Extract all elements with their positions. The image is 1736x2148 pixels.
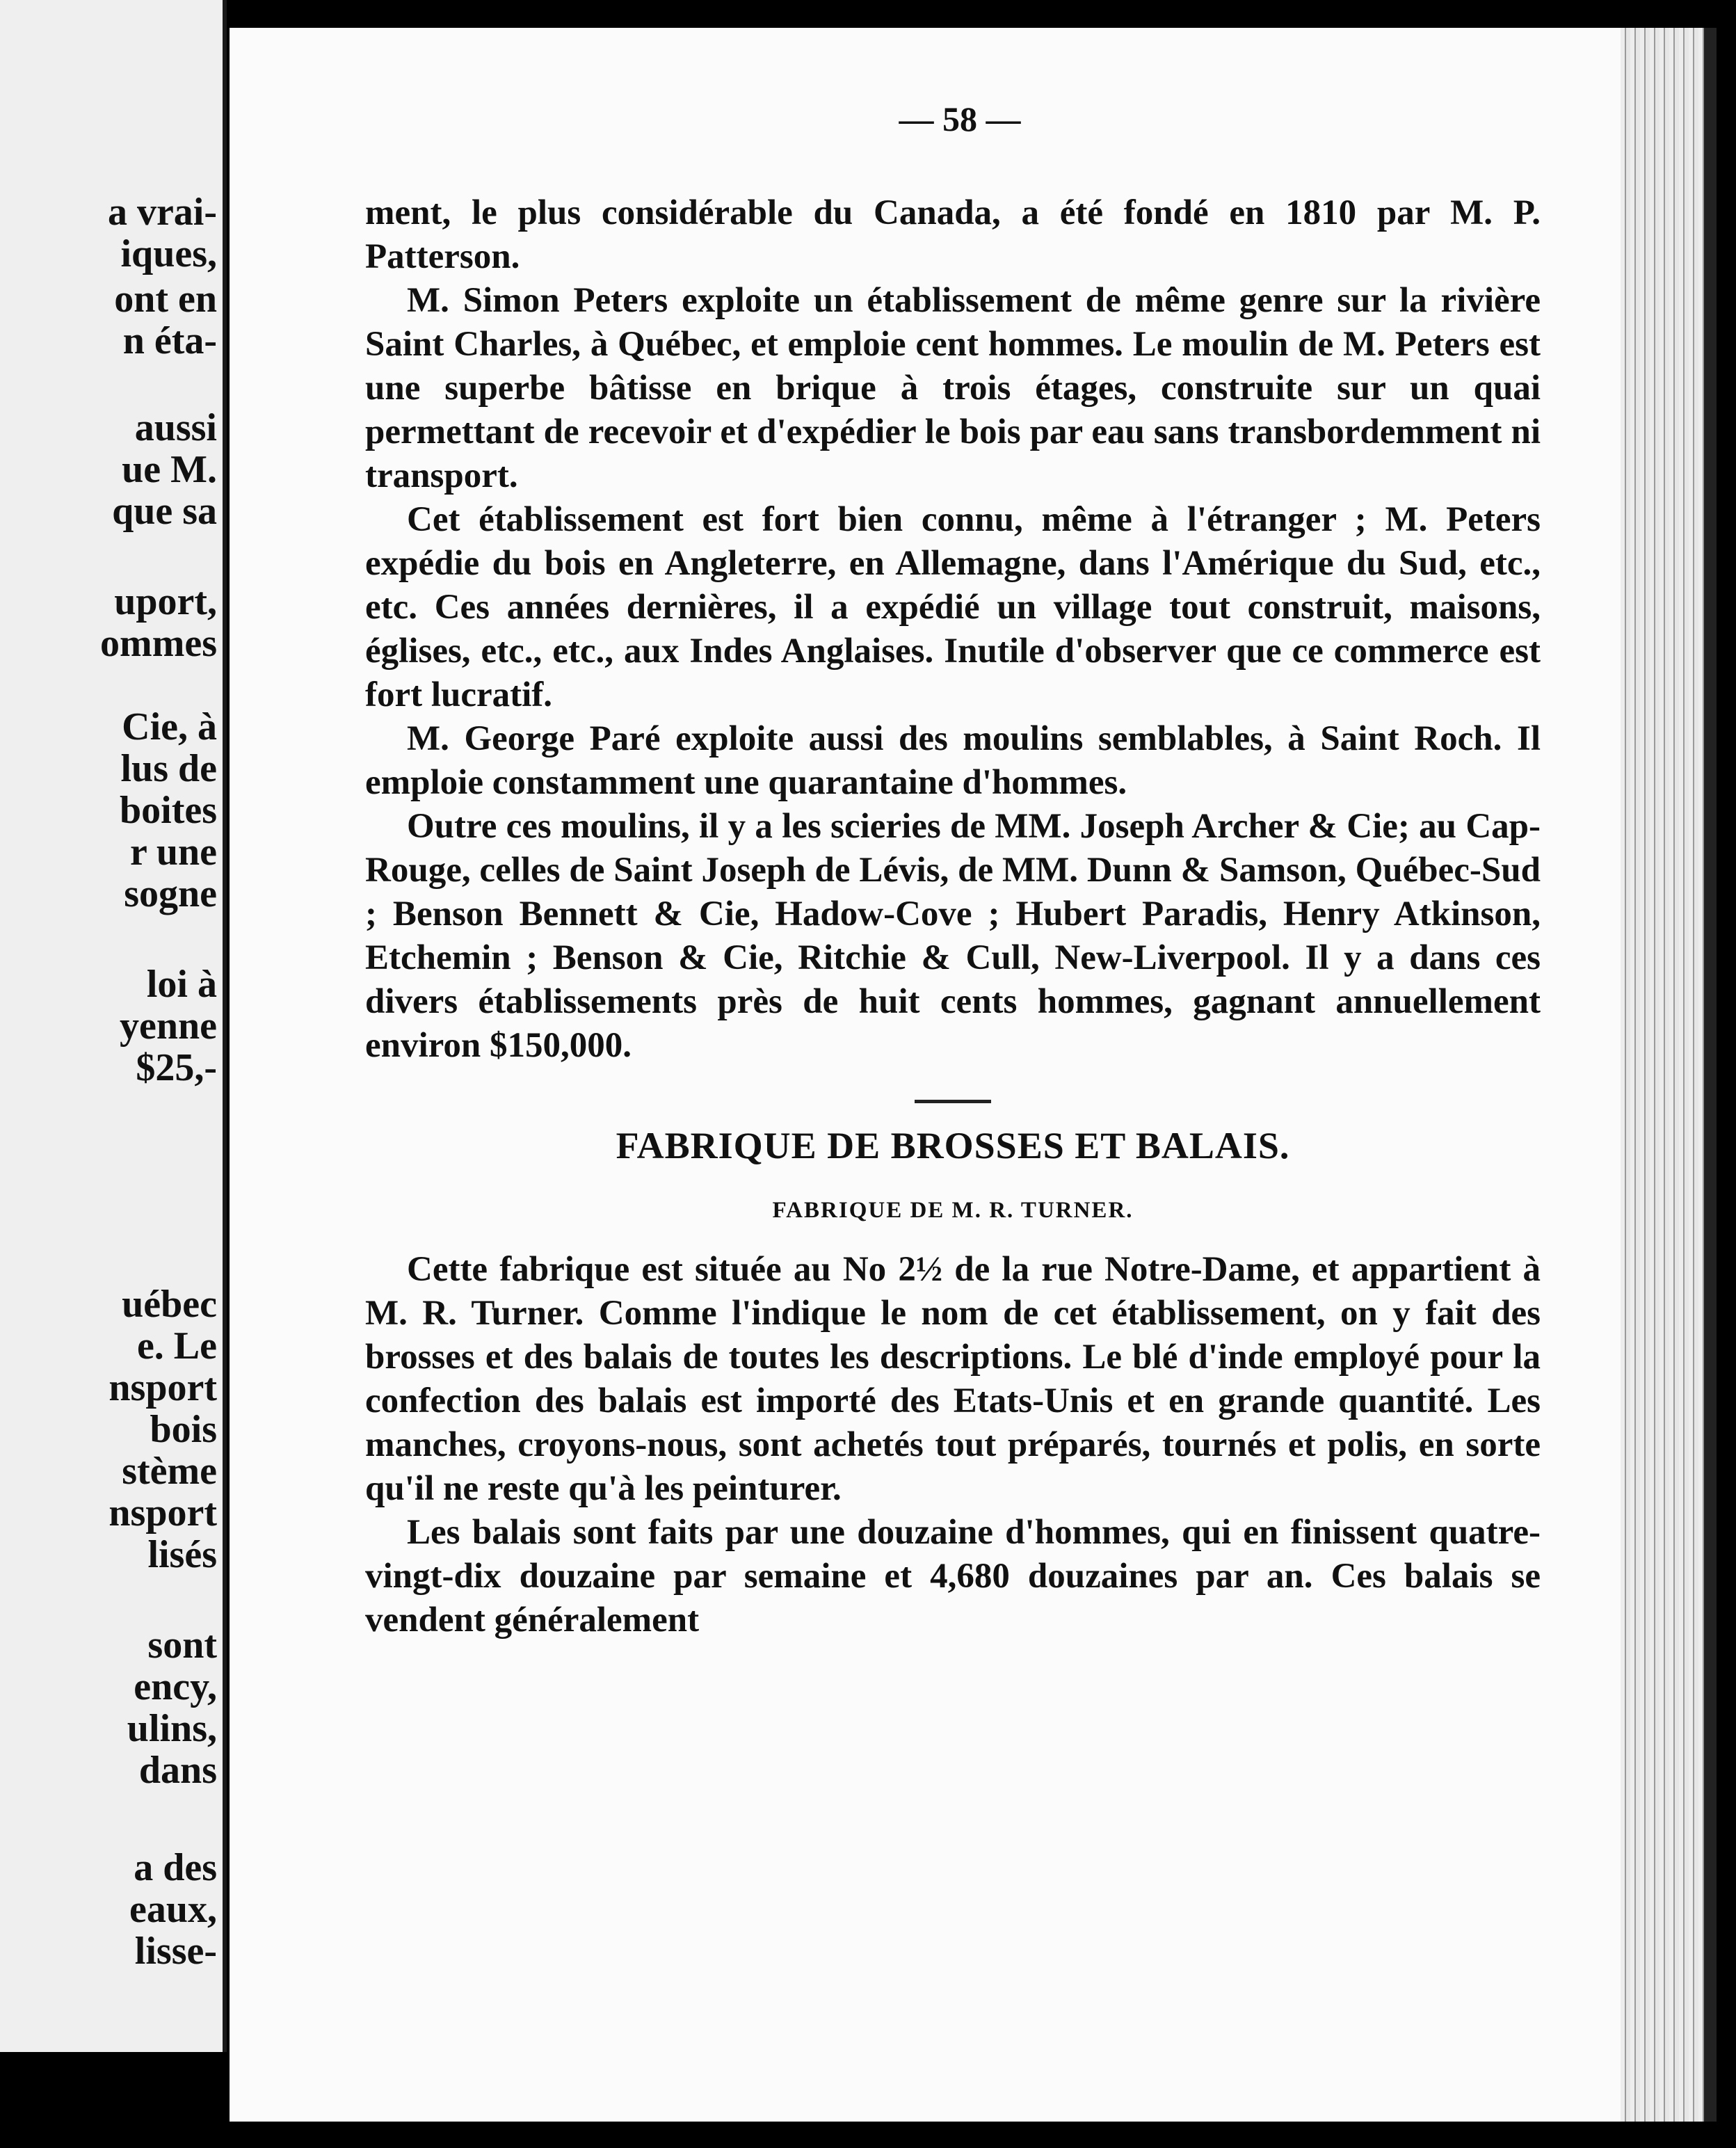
section-title: FABRIQUE DE BROSSES ET BALAIS. (616, 1125, 1290, 1167)
left-fragment-line: ont en (114, 278, 217, 321)
left-fragment-line: iques, (120, 232, 217, 275)
left-fragment-line: loi à (146, 963, 217, 1006)
left-fragment-line: ue M. (122, 448, 217, 491)
left-fragment-line: e. Le (136, 1324, 217, 1368)
left-fragment-line: stème (122, 1450, 217, 1493)
left-fragment-line: nsport (108, 1491, 217, 1534)
subsection-title: FABRIQUE DE M. R. TURNER. (772, 1198, 1134, 1223)
paragraph: Outre ces moulins, il y a les scieries de MM. Joseph Archer & Cie; au Cap-Rouge, celles de Saint Joseph de Lévis, de MM. Dunn & Samson, Québec-Sud ; Benson Bennett & Cie, Hadow-Cove ; Hubert Paradis, Henry Atkinson, Etchemin ; Benson & Cie, Ritchie & Cull, New-Liverpool. Il y a dans ces divers établissements près de huit cents hommes, gagnant annuellement environ $150,000. (365, 807, 1541, 1065)
section-divider (915, 1100, 991, 1103)
left-fragment-line: dans (138, 1749, 217, 1792)
left-page-fragment (0, 0, 227, 2052)
left-fragment-line: que sa (112, 490, 217, 533)
page-edges (1621, 28, 1704, 2122)
left-fragment-line: lisse- (134, 1930, 217, 1973)
left-fragment-line: lisés (147, 1533, 217, 1576)
page-number: — 58 — (899, 99, 1021, 138)
left-fragment-line: ency, (134, 1665, 217, 1708)
left-fragment-line: eaux, (129, 1888, 217, 1931)
left-fragment-line: sont (147, 1624, 217, 1667)
left-fragment-line: r une (130, 831, 217, 874)
left-fragment-line: boites (120, 789, 217, 832)
left-fragment-line: ulins, (127, 1707, 217, 1750)
text-column (365, 191, 1541, 1642)
left-fragment-line: bois (150, 1408, 217, 1451)
paragraph: M. Simon Peters exploite un établissement de même genre sur la rivière Saint Charles, à Québec, et emploie cent hommes. Le moulin de M. Peters est une superbe bâtisse en brique à trois étages, construite sur un quai permettant de recevoir et d'expédier le bois par eau sans transbordemment ni transport. (365, 281, 1541, 495)
left-fragment-line: ommes (100, 622, 217, 665)
main-page (230, 28, 1717, 2122)
left-fragment-line: uport, (114, 580, 217, 623)
paragraph: Les balais sont faits par une douzaine d'hommes, qui en finissent quatre-vingt-dix douzaine par semaine et 4,680 douzaines par an. Ces balais se vendent généralement (365, 1513, 1541, 1640)
paragraph: Cette fabrique est située au No 2½ de la rue Notre-Dame, et appartient à M. R. Turner. Comme l'indique le nom de cet établissement, on y fait des brosses et des balais de toutes les descriptions. Le blé d'inde employé pour la confection des balais est importé des Etats-Unis et en grande quantité. Les manches, croyons-nous, sont achetés tout préparés, tournés et polis, en sorte qu'il ne reste qu'à les peinturer. (365, 1250, 1541, 1508)
left-fragment-line: aussi (134, 406, 217, 449)
paragraph: Cet établissement est fort bien connu, même à l'étranger ; M. Peters expédie du bois en Angleterre, en Allemagne, dans l'Amérique du Sud, etc., etc. Ces années dernières, il a expédié un village tout construit, maisons, églises, etc., etc., aux Indes Anglaises. Inutile d'observer que ce commerce est fort lucratif. (365, 500, 1541, 714)
left-fragment-line: $25,- (136, 1046, 217, 1089)
left-fragment-line: lus de (120, 747, 217, 790)
left-fragment-line: nsport (108, 1366, 217, 1409)
paragraph: M. George Paré exploite aussi des moulins semblables, à Saint Roch. Il emploie constamment une quarantaine d'hommes. (365, 719, 1541, 802)
left-fragment-line: yenne (120, 1004, 217, 1048)
left-fragment-line: n éta- (122, 319, 217, 362)
left-fragment-line: a vrai- (107, 191, 217, 234)
left-fragment-line: a des (134, 1846, 217, 1889)
left-fragment-line: sogne (124, 872, 217, 915)
left-fragment-line: uébec (122, 1283, 217, 1326)
paragraph: ment, le plus considérable du Canada, a été fondé en 1810 par M. P. Patterson. (365, 193, 1541, 276)
left-fragment-line: Cie, à (122, 705, 217, 748)
